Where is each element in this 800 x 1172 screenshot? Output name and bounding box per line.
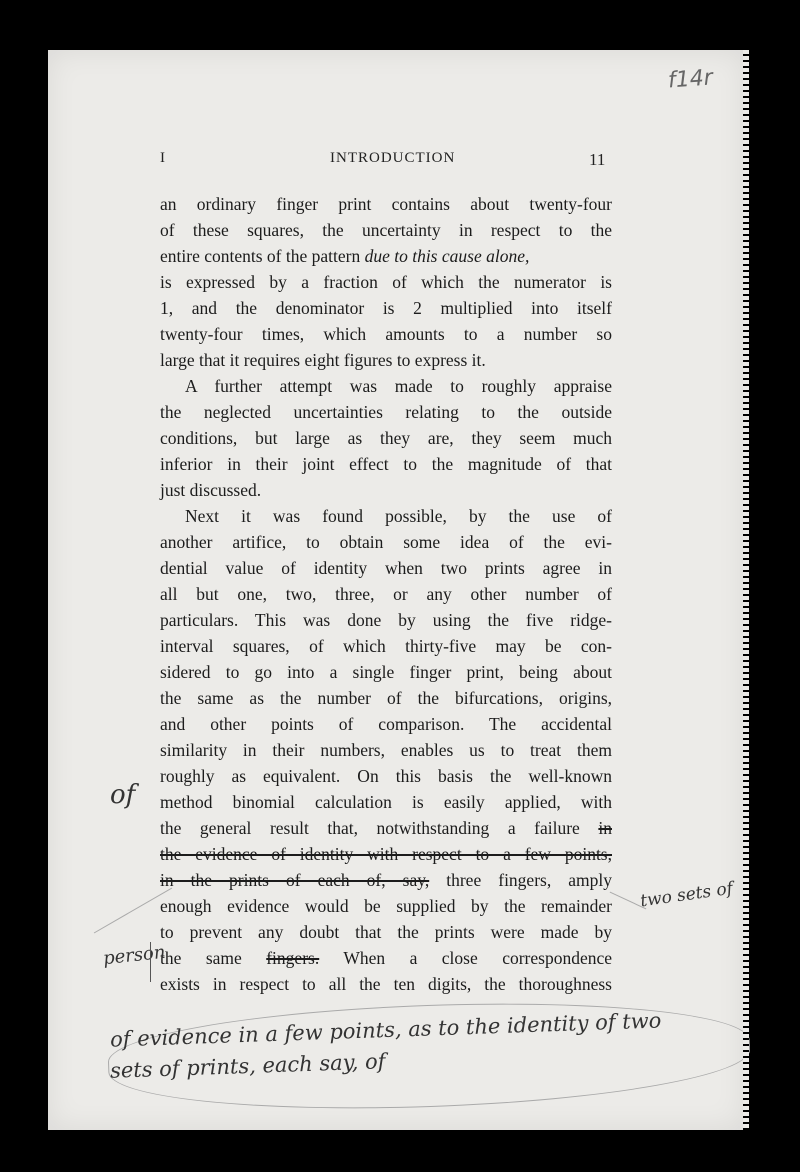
struck-phrase: in the prints of each of, say, [160,870,430,890]
running-head-left: I [160,150,165,166]
text-line: A further attempt was made to roughly appraise [185,376,612,396]
margin-note-person: person [102,941,167,970]
text-line: dential value of identity when two prints agree in [160,558,612,578]
text-line [160,243,612,269]
margin-bracket [150,942,151,982]
text-line: the same as the number of the bifurcations, origins, [160,688,612,708]
text-line: all but one, two, three, or any other number of [160,584,612,604]
text-line [160,945,612,971]
struck-word: fingers. [266,948,320,968]
folio-mark: f14r [667,65,714,94]
text-line: to prevent any doubt that the prints were made by [160,922,612,942]
text-line: the neglected uncertainties relating to the outside [160,402,612,422]
text-line: similarity in their numbers, enables us to treat them [160,740,612,760]
text-line: is expressed by a fraction of which the numerator is [160,272,612,292]
text-line: roughly as equivalent. On this basis the well-known [160,766,612,786]
margin-note-two-sets: two sets of [639,878,735,912]
italic-phrase: due to this cause alone, [364,246,530,266]
bottom-annotation-line-2: sets of prints, each say, of [109,1049,386,1083]
text-line: particulars. This was done by using the five ridge- [160,610,612,630]
text-line: conditions, but large as they are, they seem much [160,428,612,448]
text-line: sidered to go into a single finger print, being about [160,662,612,682]
text-line: an ordinary finger print contains about twenty-four [160,194,612,214]
text-segment: entire contents of the pattern [160,246,365,266]
struck-word: in [598,818,612,838]
text-line: large that it requires eight figures to express it. [160,350,486,370]
text-segment: three fingers, amply [429,870,612,890]
bottom-annotation-line-1: of evidence in a few points, as to the identity of two [109,1008,662,1052]
text-line [160,815,612,841]
page-number: 11 [589,150,606,169]
running-head-title: INTRODUCTION [330,150,456,166]
book-page [48,50,745,1130]
text-line: method binomial calculation is easily applied, with [160,792,612,812]
text-segment: the general result that, notwithstanding a failure [160,818,599,838]
margin-note-of: of [110,780,136,810]
text-line: another artifice, to obtain some idea of the evi- [160,532,612,552]
text-line [160,867,612,893]
text-segment: When a close correspondence [319,948,612,968]
text-line: of these squares, the uncertainty in respect to the [160,220,612,240]
text-line: interval squares, of which thirty-five may be con- [160,636,612,656]
text-segment: the same [160,948,267,968]
text-line: just discussed. [160,480,262,500]
text-line: 1, and the denominator is 2 multiplied into itself [160,298,612,318]
text-line: inferior in their joint effect to the magnitude of that [160,454,612,474]
text-line: twenty-four times, which amounts to a number so [160,324,612,344]
text-line: and other points of comparison. The accidental [160,714,612,734]
text-line: enough evidence would be supplied by the remainder [160,896,612,916]
text-line: exists in respect to all the ten digits, the thoroughness [160,974,612,994]
struck-line: the evidence of identity with respect to a few points, [160,844,612,864]
text-line: Next it was found possible, by the use of [185,506,612,526]
